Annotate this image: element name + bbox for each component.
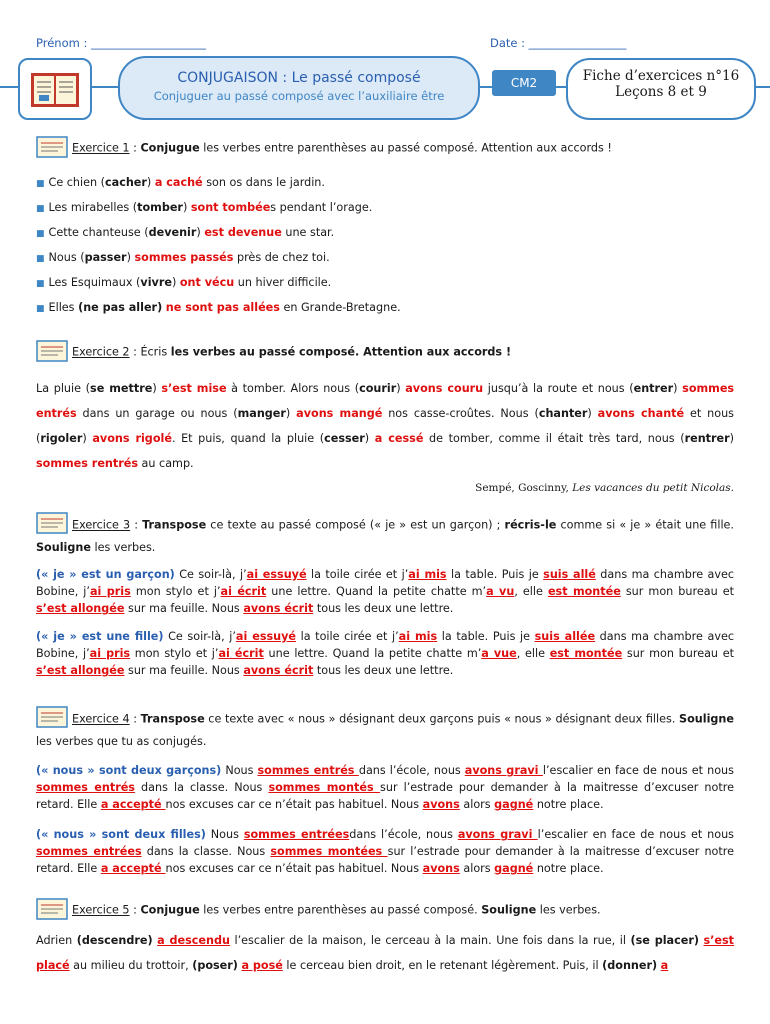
answer: sont tombée — [190, 201, 271, 214]
exercise-1-label: Exercice 1 — [72, 141, 130, 155]
answer: a cessé — [374, 432, 424, 445]
bullet-icon: ■ — [36, 204, 45, 214]
answer: avons mangé — [296, 407, 383, 420]
exercise-1-title: Exercice 1 : Conjugue les verbes entre parenthèses au passé composé. Attention aux accords ! — [36, 136, 612, 161]
ex2-instr: Écris — [140, 345, 171, 359]
exercise-4-boys-text: (« nous » sont deux garçons) Nous sommes entrés dans l’école, nous avons gravi l’escalier en face de nous et nous sommes entrés dans la classe. Nous sommes montés sur l’estrade pour demander à la maitresse d’excuser notre retard. Elle a accepté nos excuses car ce n’était pas habituel. Nous avons alors gagné notre place. — [36, 764, 734, 811]
exercise-4-girls-text: (« nous » sont deux filles) Nous sommes entréesdans l’école, nous avons gravi l’escalier en face de nous et nous sommes entrées dans la classe. Nous sommes montées sur l’estrade pour demander à la maitresse d’excuser notre retard. Elle a accepté nos excuses car ce n’était pas habituel. Nous avons alors gagné notre place. — [36, 828, 734, 875]
exercise-icon — [36, 136, 68, 161]
prenom-field: Prénom : ____________________ — [36, 36, 206, 50]
ex2-instr-bold: les verbes au passé composé. Attention aux accords ! — [170, 345, 512, 359]
answer: ne sont pas allées — [165, 301, 280, 314]
exercise-2-text: La pluie (se mettre) s’est mise à tomber. Alors nous (courir) avons couru jusqu’à la route et nous (entrer) sommes entrés dans un garage ou nous (manger) avons mangé nos casse-croûtes. Nous (chanter) avons chanté et nous (rigoler) avons rigolé. Et puis, quand la pluie (cesser) a cessé de tomber, comme il était très tard, nous (rentrer) sommes rentrés au camp. — [36, 382, 735, 470]
exercise-5-label: Exercice 5 — [72, 903, 130, 917]
exercise-4-title: Exercice 4 : Transpose ce texte avec « nous » désignant deux garçons puis « nous » désignant deux filles. Souligne les verbes que tu as conjugés. — [36, 706, 734, 750]
bullet-icon: ■ — [36, 229, 45, 239]
fiche-lessons: Leçons 8 et 9 — [615, 84, 707, 100]
fiche-number: Fiche d’exercices n°16 — [582, 68, 740, 84]
answer: sommes passés — [134, 251, 234, 264]
exercise-3-label: Exercice 3 — [72, 518, 131, 532]
bullet-icon: ■ — [36, 254, 45, 264]
answer: avons chanté — [597, 407, 685, 420]
exercise-3-title: Exercice 3 : Transpose ce texte au passé composé (« je » est un garçon) ; récris-le comme si « je » était une fille. Souligne les verbes. — [36, 512, 734, 556]
exercise-1-item: ■ Les mirabelles (tomber) sont tombées pendant l’orage. — [36, 201, 373, 214]
exercise-2-title: Exercice 2 : Écris les verbes au passé composé. Attention aux accords ! — [36, 340, 511, 365]
answer: avons rigolé — [92, 432, 172, 445]
exercise-3-girl-text: (« je » est une fille) Ce soir-là, j’ai essuyé la toile cirée et j’ai mis la table. Puis je suis allée dans ma chambre avec Bobine, j’ai pris mon stylo et j’ai écrit une lettre. Quand la petite chatte m’a vue, elle est montée sur mon bureau et s’est allongée sur ma feuille. Nous avons écrit tous les deux une lettre. — [36, 630, 734, 677]
exercise-1-item: ■ Cette chanteuse (devenir) est devenue une star. — [36, 226, 335, 239]
exercise-icon — [36, 706, 68, 733]
exercise-1-item: ■ Elles (ne pas aller) ne sont pas allées en Grande-Bretagne. — [36, 301, 401, 314]
exercise-5-title: Exercice 5 : Conjugue les verbes entre parenthèses au passé composé. Souligne les verbes. — [36, 898, 601, 923]
page-title: CONJUGAISON : Le passé composé — [177, 70, 421, 86]
answer: sommes entrés — [36, 382, 735, 420]
page-subtitle: Conjuguer au passé composé avec l’auxiliaire être — [153, 89, 445, 103]
citation: Sempé, Goscinny, Les vacances du petit Nicolas. — [475, 482, 734, 494]
exercise-icon — [36, 512, 68, 539]
exercise-1-item: ■ Les Esquimaux (vivre) ont vécu un hiver difficile. — [36, 276, 332, 289]
level-badge: CM2 — [492, 70, 556, 96]
book-icon — [18, 58, 92, 120]
fiche-box — [566, 58, 756, 120]
exercise-5-text: Adrien (descendre) a descendu l’escalier de la maison, le cerceau à la main. Une fois dans la rue, il (se placer) s’est placé au milieu du trottoir, (poser) a posé le cerceau bien droit, en le retenant légèrement. Puis, il (donner) a — [36, 934, 735, 972]
exercise-1-item: ■ Nous (passer) sommes passés près de chez toi. — [36, 251, 330, 264]
ex1-instr: les verbes entre parenthèses au passé composé. Attention aux accords ! — [199, 141, 612, 155]
answer: sommes rentrés — [36, 457, 138, 470]
answer: s’est mise — [161, 382, 227, 395]
exercise-3-boy-text: (« je » est un garçon) Ce soir-là, j’ai essuyé la toile cirée et j’ai mis la table. Puis je suis allé dans ma chambre avec Bobine, j’ai pris mon stylo et j’ai écrit une lettre. Quand la petite chatte m’a vu, elle est montée sur mon bureau et s’est allongée sur ma feuille. Nous avons écrit tous les deux une lettre. — [36, 568, 735, 615]
answer: avons couru — [405, 382, 484, 395]
date-field: Date : _________________ — [490, 36, 627, 50]
bullet-icon: ■ — [36, 304, 45, 314]
answer: ont vécu — [179, 276, 235, 289]
bullet-icon: ■ — [36, 179, 45, 189]
exercise-1-item: ■ Ce chien (cacher) a caché son os dans le jardin. — [36, 176, 325, 189]
exercise-icon — [36, 340, 68, 365]
bullet-icon: ■ — [36, 279, 45, 289]
answer: est devenue — [204, 226, 282, 239]
title-box — [118, 56, 480, 120]
exercise-2-label: Exercice 2 — [72, 345, 130, 359]
answer: a caché — [154, 176, 203, 189]
exercise-4-label: Exercice 4 — [72, 712, 130, 726]
ex1-instr-bold: Conjugue — [140, 141, 200, 155]
exercise-icon — [36, 898, 68, 923]
